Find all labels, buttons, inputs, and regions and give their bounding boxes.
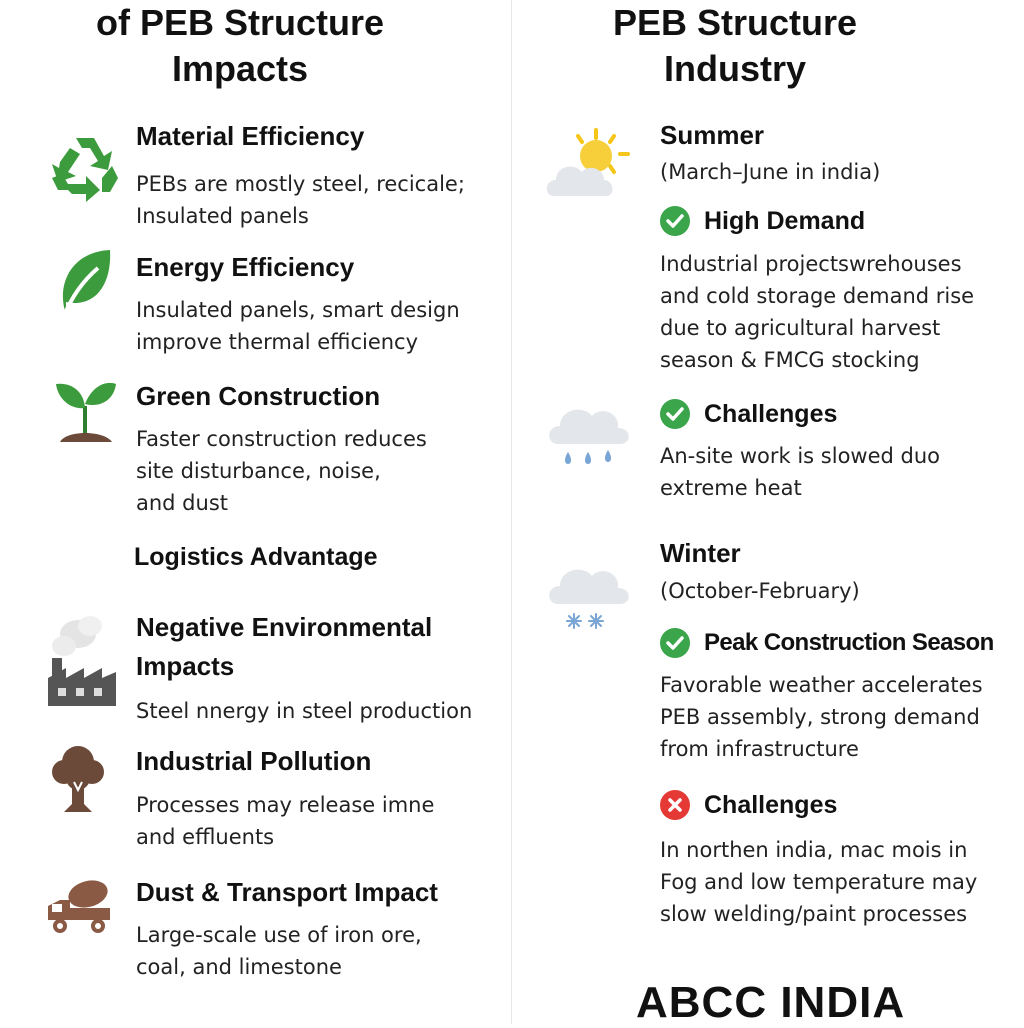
text-line: Faster construction reduces [136, 427, 427, 451]
heading-line: Negative Environmental [136, 612, 433, 642]
text-energy-efficiency [136, 294, 460, 358]
text-line: and dust [136, 491, 228, 515]
right-title [580, 0, 890, 92]
text-material-efficiency [136, 168, 465, 232]
high-demand-label: High Demand [704, 207, 866, 235]
heading-line: Impacts [136, 651, 235, 681]
text-line: improve thermal efficiency [136, 330, 419, 354]
summer-period: (March–June in india) [660, 160, 881, 184]
heading-material-efficiency: Material Efficiency [136, 121, 365, 151]
text-industrial-pollution [136, 789, 434, 853]
column-divider [511, 0, 512, 1024]
winter-challenges-label: Challenges [704, 791, 838, 819]
heading-industrial-pollution: Industrial Pollution [136, 746, 372, 776]
text-line: Industrial projectswrehouses [660, 252, 962, 276]
right-title-line1: PEB Structure [612, 2, 858, 43]
text-line: and effluents [136, 825, 275, 849]
text-line: slow welding/paint processes [660, 902, 968, 926]
factory-icon [44, 612, 120, 712]
heading-dust-transport-impact: Dust & Transport Impact [136, 877, 438, 907]
text-line: Insulated panels, smart design [136, 298, 460, 322]
check-icon [660, 206, 690, 236]
text-line: Processes may release imne [136, 793, 435, 817]
text-dust-transport-impact [136, 919, 422, 983]
sun-cloud-icon [544, 126, 630, 204]
text-line: from infrastructure [660, 737, 859, 761]
summer-challenges-label: Challenges [704, 400, 838, 428]
left-title-line2: Impacts [171, 48, 309, 89]
text-green-construction [136, 423, 427, 519]
text-line: PEBs are mostly steel, recicale; [136, 172, 465, 196]
peak-season-text [660, 669, 983, 765]
text-line: Steel nnergy in steel production [136, 699, 473, 723]
high-demand-text [660, 248, 974, 376]
heading-logistics-advantage: Logistics Advantage [134, 543, 378, 571]
heading-winter: Winter [660, 538, 741, 568]
text-line: site disturbance, noise, [136, 459, 381, 483]
text-line: In northen india, mac mois in [660, 838, 968, 862]
text-line: due to agricultural harvest [660, 316, 941, 340]
text-line: season & FMCG stocking [660, 348, 920, 372]
high-demand-row [660, 205, 865, 237]
recycle-icon [46, 132, 124, 210]
truck-icon [44, 876, 114, 942]
sprout-icon [52, 376, 118, 448]
heading-negative-environmental-impacts [136, 611, 432, 682]
winter-period: (October-February) [660, 579, 860, 603]
winter-challenges-text [660, 834, 977, 930]
leaf-icon [50, 246, 116, 322]
cross-icon [660, 790, 690, 820]
text-line: Favorable weather accelerates [660, 673, 983, 697]
heading-green-construction: Green Construction [136, 381, 381, 411]
left-title-line1: of PEB Structure [95, 2, 385, 43]
summer-challenges-text [660, 440, 940, 504]
summer-challenges-row [660, 398, 837, 430]
text-line: extreme heat [660, 476, 802, 500]
snow-cloud-icon [546, 556, 632, 640]
text-line: PEB assembly, strong demand [660, 705, 980, 729]
winter-challenges-row [660, 789, 837, 821]
brand-logo-text: ABCC INDIA [636, 978, 906, 1027]
peak-season-row [660, 627, 994, 659]
text-line: Insulated panels [136, 204, 309, 228]
text-negative-environmental-impacts [136, 695, 472, 727]
text-line: An-site work is slowed duo [660, 444, 941, 468]
check-icon [660, 628, 690, 658]
left-title [60, 0, 420, 92]
text-line: Large-scale use of iron ore, [136, 923, 422, 947]
heading-energy-efficiency: Energy Efficiency [136, 252, 355, 282]
check-icon [660, 399, 690, 429]
text-line: coal, and limestone [136, 955, 342, 979]
heading-summer: Summer [660, 120, 765, 150]
text-line: Fog and low temperature may [660, 870, 978, 894]
tree-icon [50, 742, 106, 818]
right-title-line2: Industry [663, 48, 806, 89]
peak-season-label: Peak Construction Season [704, 629, 994, 656]
rain-cloud-icon [546, 396, 632, 476]
text-line: and cold storage demand rise [660, 284, 975, 308]
